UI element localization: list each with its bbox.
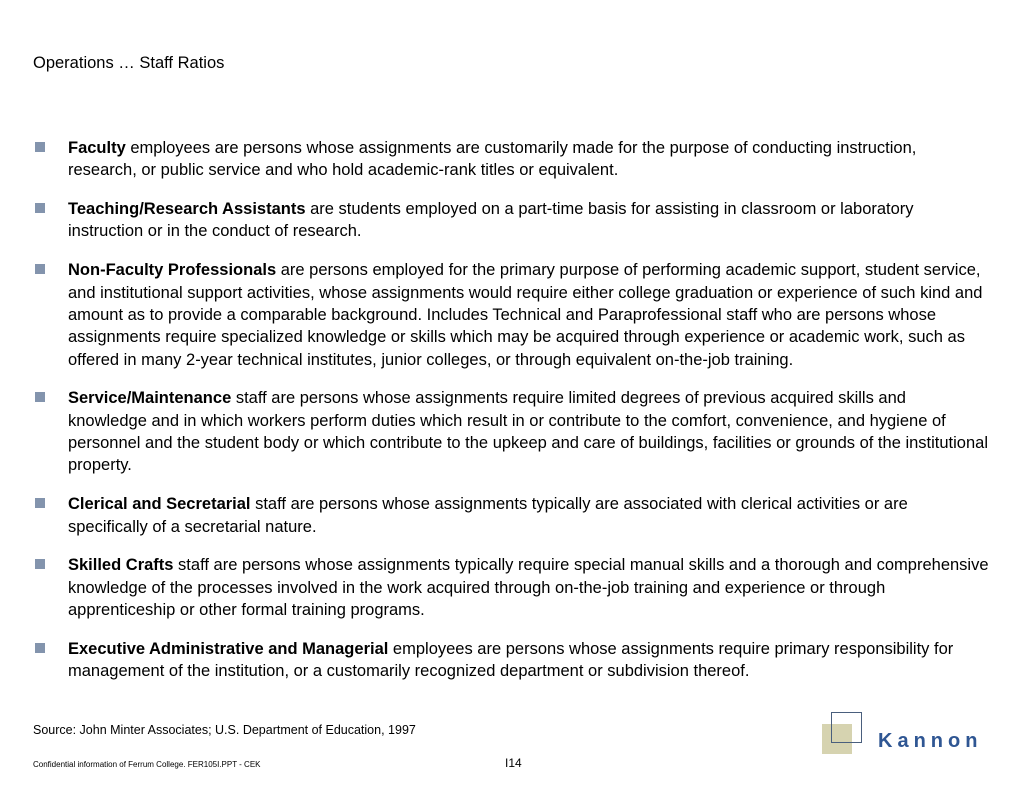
- list-item: [34, 387, 989, 476]
- bullet-square-icon: [35, 392, 45, 402]
- list-item: [34, 554, 989, 621]
- term-label: Skilled Crafts: [68, 556, 174, 575]
- logo-outline-square-icon: [831, 712, 862, 743]
- bullet-square-icon: [35, 559, 45, 569]
- term-label: Faculty: [68, 139, 126, 157]
- confidential-footer: Confidential information of Ferrum College. FER105I.PPT - CEK: [33, 760, 261, 769]
- term-description: are students employed on a part-time basis for assisting in classroom or laboratory instruction or in the conduct of research.: [68, 200, 914, 241]
- bullet-square-icon: [35, 498, 45, 508]
- bullet-square-icon: [35, 643, 45, 653]
- term-label: Service/Maintenance: [68, 389, 232, 408]
- list-item: [34, 137, 989, 182]
- kannon-logo: [822, 712, 992, 762]
- list-item: [34, 638, 989, 683]
- bullet-square-icon: [35, 264, 45, 274]
- list-item: [34, 493, 989, 538]
- term-description: are persons employed for the primary purpose of performing academic support, student service, and institutional support activities, whose assignments would require either college graduation or experience of such kind and amount as to provide a comparable background. Includes Technical and Paraprofessional staff who are persons whose assignments require specialized knowledge or skills which may be acquired through experience or academic work, such as offered in many 2-year technical institutes, junior colleges, or through equivalent on-the-job training.: [68, 261, 983, 369]
- page-title: Operations … Staff Ratios: [33, 54, 225, 72]
- bullet-square-icon: [35, 203, 45, 213]
- source-note: Source: John Minter Associates; U.S. Department of Education, 1997: [33, 723, 416, 737]
- list-item: [34, 259, 989, 370]
- term-description: staff are persons whose assignments typically require special manual skills and a thorough and comprehensive knowledge of the processes involved in the work acquired through on-the-job training and experience or through apprenticeship or other formal training programs.: [68, 556, 989, 620]
- term-label: Teaching/Research Assistants: [68, 200, 306, 219]
- definition-list: [34, 137, 989, 699]
- term-description: staff are persons whose assignments typically are associated with clerical activities or are specifically of a secretarial nature.: [68, 495, 908, 536]
- term-description: staff are persons whose assignments require limited degrees of previous acquired skills and knowledge and in which workers perform duties which result in or contribute to the comfort, convenience, and hygiene of personnel and the student body or which contribute to the upkeep and care of buildings, facilities or grounds of the institutional property.: [68, 389, 989, 475]
- term-description: employees are persons whose assignments are customarily made for the purpose of conducting instruction, research, or public service and who hold academic-rank titles or equivalent.: [68, 139, 917, 180]
- logo-text: Kannon: [878, 730, 983, 752]
- term-label: Executive Administrative and Managerial: [68, 639, 389, 658]
- term-label: Non-Faculty Professionals: [68, 261, 277, 280]
- term-description: employees are persons whose assignments require primary responsibility for management of the institution, or a customarily recognized department or subdivision thereof.: [68, 639, 954, 681]
- page-number: I14: [505, 756, 522, 770]
- term-label: Clerical and Secretarial: [68, 495, 251, 514]
- list-item: [34, 198, 989, 243]
- bullet-square-icon: [35, 142, 45, 152]
